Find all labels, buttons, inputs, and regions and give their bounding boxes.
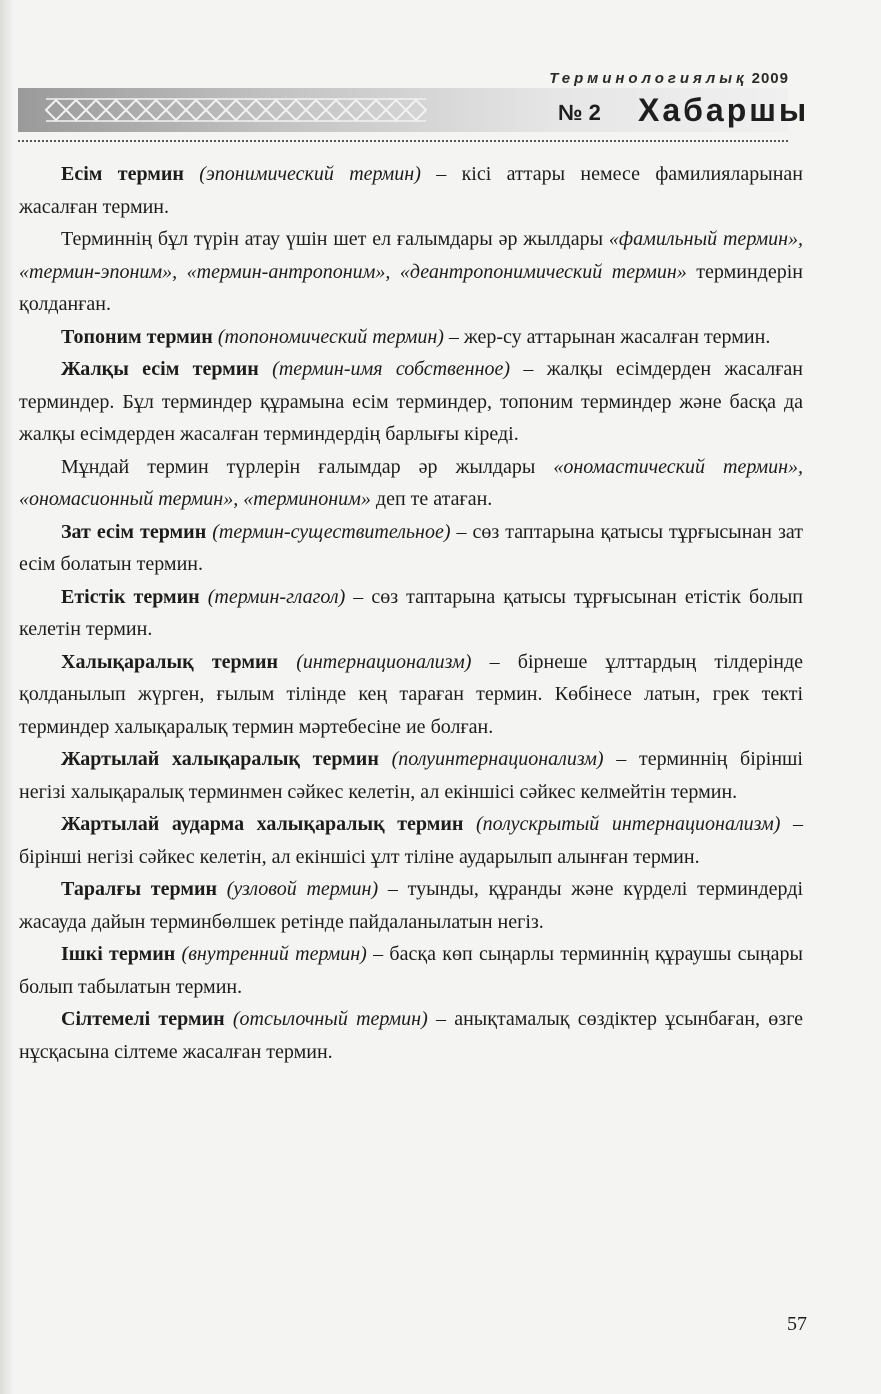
term-russian-list: «ономастический термин», «ономасионный термин», «терминоним» bbox=[19, 455, 804, 510]
paragraph bbox=[19, 321, 803, 354]
journal-masthead: Хабаршы bbox=[638, 92, 810, 128]
paragraph-text: терминдерін қолданған. bbox=[19, 260, 803, 315]
term-definition: – бірінші негізі сәйкес келетін, ал екіншісі ұлт тіліне аударылып алынған термин. bbox=[19, 813, 804, 868]
term-name: Есім термин bbox=[61, 163, 184, 185]
term-russian: (эпонимический термин) bbox=[199, 163, 421, 185]
term-definition: – терминнің бірінші негізі халықаралық терминмен сәйкес келетін, ал екіншісі сәйкес келмейтін термин. bbox=[19, 748, 803, 803]
journal-title bbox=[549, 70, 789, 87]
term-definition: – жалқы есімдерден жасалған терминдер. Бұл терминдер құрамына есім терминдер, топоним терминдер және басқа да жалқы есімдерден жасалған терминдердің барлығы кіреді. bbox=[19, 358, 804, 445]
paragraph bbox=[19, 808, 803, 873]
term-russian: (узловой термин) bbox=[226, 878, 379, 900]
term-russian: (термин-имя собственное) bbox=[272, 358, 511, 380]
term-russian: (внутренний термин) bbox=[181, 943, 367, 965]
term-definition: – анықтамалық сөздіктер ұсынбаған, өзге нұсқасына сілтеме жасалған термин. bbox=[19, 1008, 804, 1063]
paragraph-text: Терминнің бұл түрін атау үшін шет ел ғалымдары әр жылдары bbox=[61, 228, 609, 250]
paragraph bbox=[19, 158, 803, 223]
page-number: 57 bbox=[787, 1313, 807, 1335]
paragraph bbox=[19, 223, 803, 321]
paragraph bbox=[19, 451, 803, 516]
term-name: Жалқы есім термин bbox=[61, 358, 259, 380]
term-russian: (полуинтернационализм) bbox=[391, 748, 604, 770]
paragraph bbox=[19, 1003, 803, 1068]
term-definition: – туынды, құранды және күрделі терминдерді жасауда дайын терминбөлшек ретінде пайдаланылатын негіз. bbox=[19, 878, 803, 933]
term-name: Топоним термин bbox=[61, 325, 213, 348]
journal-year: 2009 bbox=[751, 70, 789, 87]
term-name: Зат есім термин bbox=[61, 520, 207, 543]
term-russian: (отсылочный термин) bbox=[232, 1008, 428, 1030]
term-russian-list: «фамильный термин», «термин-эпоним», «термин-антропоним», «деантропонимический термин» bbox=[19, 228, 804, 283]
term-name: Жартылай аударма халықаралық термин bbox=[61, 813, 464, 835]
page-edge-shadow bbox=[0, 0, 14, 1394]
paragraph bbox=[19, 938, 803, 1003]
term-russian: (топономический термин) bbox=[217, 325, 444, 348]
issue-number: № 2 bbox=[558, 100, 601, 125]
paragraph-text: Мұндай термин түрлерін ғалымдар әр жылдары bbox=[61, 455, 554, 478]
term-name: Ішкі термин bbox=[61, 943, 176, 965]
term-definition: – сөз таптарына қатысы тұрғысынан етістік болып келетін термин. bbox=[19, 585, 804, 640]
paragraph bbox=[19, 646, 803, 744]
term-name: Халықаралық термин bbox=[61, 650, 279, 673]
term-definition: – сөз таптарына қатысы тұрғысынан зат есім болатын термин. bbox=[19, 520, 803, 575]
paragraph-text: деп те атаған. bbox=[370, 488, 493, 510]
paragraph bbox=[19, 516, 803, 581]
ornament-pattern-icon bbox=[46, 97, 426, 123]
term-name: Сілтемелі термин bbox=[61, 1008, 225, 1030]
article-body bbox=[19, 158, 803, 1068]
paragraph bbox=[19, 873, 803, 938]
term-russian: (термин-существительное) bbox=[212, 520, 451, 543]
term-russian: (интернационализм) bbox=[296, 650, 472, 673]
paragraph bbox=[19, 581, 803, 646]
term-definition: – басқа көп сыңарлы терминнің құраушы сыңары болып табылатын термин. bbox=[19, 943, 803, 998]
header-banner bbox=[18, 88, 810, 132]
term-name: Жартылай халықаралық термин bbox=[61, 748, 379, 770]
header-rule bbox=[18, 140, 788, 142]
term-name: Таралғы термин bbox=[61, 878, 217, 900]
paragraph bbox=[19, 743, 803, 808]
journal-name: Терминологиялық bbox=[549, 70, 748, 87]
term-definition: – бірнеше ұлттардың тілдерінде қолданылып жүрген, ғылым тілінде кең тараған термин. Көбінесе латын, грек текті терминдер халықаралық термин мәртебесіне ие болған. bbox=[19, 650, 804, 738]
term-russian: (полускрытый интернационализм) bbox=[476, 813, 781, 835]
term-definition: – жер-су аттарынан жасалған термин. bbox=[443, 325, 771, 348]
paragraph bbox=[19, 353, 803, 451]
term-definition: – кісі аттары немесе фамилияларынан жасалған термин. bbox=[19, 163, 803, 218]
term-russian: (термин-глагол) bbox=[207, 585, 346, 608]
term-name: Етістік термин bbox=[61, 585, 200, 608]
